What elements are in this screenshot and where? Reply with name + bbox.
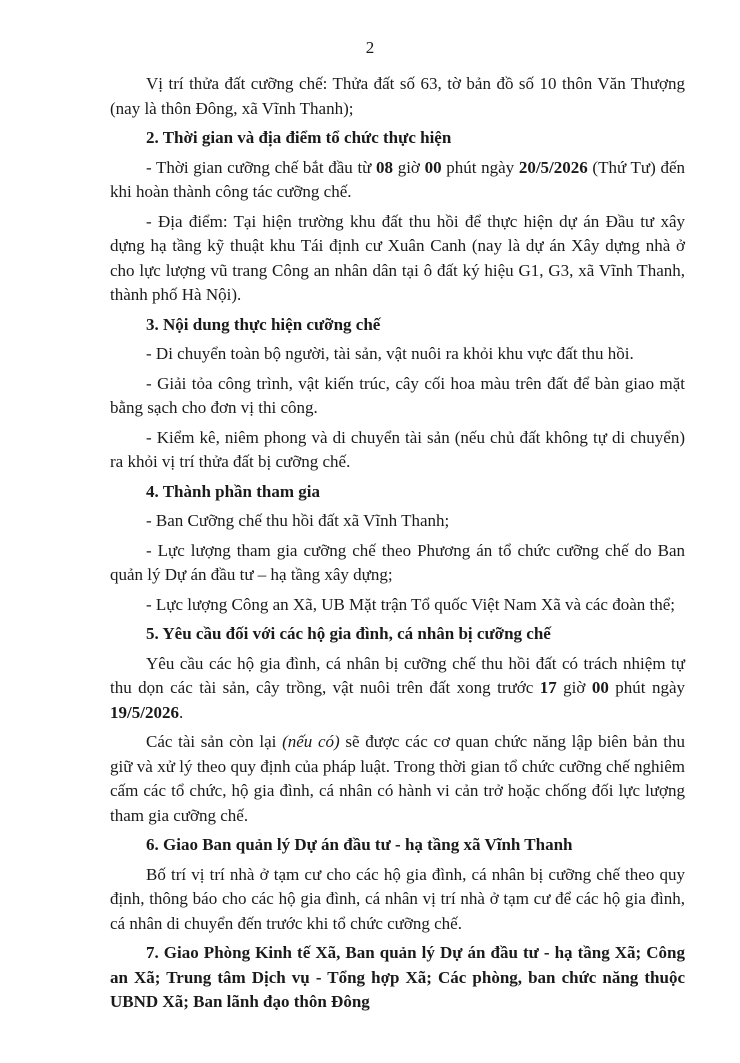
start-date: 20/5/2026 [518, 157, 588, 177]
text-run: phút ngày [608, 678, 686, 697]
text-run: (Thứ Tư) đến khi hoàn thành công tác cưỡng chế. [110, 157, 685, 201]
deadline-hour: 17 [539, 678, 557, 697]
deadline-date: 19/5/2026 [110, 702, 179, 722]
text-run: Yêu cầu các hộ gia đình, cá nhân bị cưỡng chế thu hồi đất có trách nhiệm tự thu dọn các tài sản, cây trồng, vật nuôi trên đất xong trước [110, 653, 685, 697]
section-2-heading: 2. Thời gian và địa điểm tổ chức thực hiện [146, 128, 452, 147]
document-body [110, 72, 685, 1020]
start-minute: 00 [424, 157, 442, 177]
section-7-heading: 7. Giao Phòng Kinh tế Xã, Ban quản lý Dự án đầu tư - hạ tầng Xã; Công an Xã; Trung tâm Dịch vụ - Tổng hợp Xã; Các phòng, ban chức năng thuộc UBND Xã; Ban lãnh đạo thôn Đông [110, 943, 685, 1011]
text-run: sẽ được các cơ quan chức năng lập biên bản thu giữ và xử lý theo quy định của pháp luật. Trong thời gian tổ chức cưỡng chế nghiêm cấm các tổ chức, hộ gia đình, cá nhân có hành vi cản trở hoặc chống đối lực lượng tham gia cưỡng chế. [110, 732, 685, 825]
remaining-assets-paragraph [110, 730, 685, 828]
page-number: 2 [365, 38, 375, 57]
deadline-minute: 00 [591, 678, 609, 697]
content-item-1: - Di chuyển toàn bộ người, tài sản, vật nuôi ra khỏi khu vực đất thu hồi. [146, 344, 634, 363]
if-any-note: (nếu có) [282, 732, 340, 751]
section-4-heading: 4. Thành phần tham gia [146, 481, 321, 501]
text-run: giờ [556, 678, 592, 697]
start-hour: 08 [376, 157, 394, 177]
participant-item-2: - Lực lượng tham gia cưỡng chế theo Phương án tổ chức cưỡng chế do Ban quản lý Dự án đầu tư – hạ tầng xây dựng; [110, 540, 685, 584]
enforcement-location-paragraph: - Địa điểm: Tại hiện trường khu đất thu hồi để thực hiện dự án Đầu tư xây dựng hạ tầng kỹ thuật khu Tái định cư Xuân Canh (nay là dự án Xây dựng nhà ở cho lực lượng vũ trang Công an nhân dân tại ô đất ký hiệu G1, G3, xã Vĩnh Thanh, thành phố Hà Nội). [110, 211, 685, 304]
section-6-heading: 6. Giao Ban quản lý Dự án đầu tư - hạ tầng xã Vĩnh Thanh [146, 835, 573, 854]
household-requirement-paragraph [110, 652, 685, 726]
temporary-housing-paragraph: Bố trí vị trí nhà ở tạm cư cho các hộ gia đình, cá nhân bị cưỡng chế theo quy định, thông báo cho các hộ gia đình, cá nhân vị trí nhà ở tạm cư để các hộ gia đình, cá nhân di chuyển đến trước khi tổ chức cưỡng chế. [110, 864, 685, 933]
section-3-heading: 3. Nội dung thực hiện cưỡng chế [146, 314, 381, 334]
content-item-2: - Giải tỏa công trình, vật kiến trúc, cây cối hoa màu trên đất để bàn giao mặt bằng sạch cho đơn vị thi công. [110, 373, 685, 417]
participant-item-1: - Ban Cưỡng chế thu hồi đất xã Vĩnh Thanh; [146, 511, 450, 530]
text-run: . [178, 702, 184, 722]
text-run: - Thời gian cưỡng chế bắt đầu từ [146, 157, 377, 177]
section-5-heading: 5. Yêu cầu đối với các hộ gia đình, cá nhân bị cưỡng chế [146, 624, 551, 643]
text-run: Các tài sản còn lại [146, 732, 283, 751]
text-run: phút ngày [441, 157, 519, 177]
text-run: giờ [393, 157, 425, 177]
enforcement-time-paragraph [110, 156, 685, 205]
content-item-3: - Kiểm kê, niêm phong và di chuyển tài sản (nếu chủ đất không tự di chuyển) ra khỏi vị trí thửa đất bị cưỡng chế. [110, 427, 685, 471]
participant-item-3: - Lực lượng Công an Xã, UB Mặt trận Tổ quốc Việt Nam Xã và các đoàn thể; [146, 594, 676, 614]
land-location-paragraph: Vị trí thửa đất cưỡng chế: Thửa đất số 63, tờ bản đồ số 10 thôn Văn Thượng (nay là thôn Đông, xã Vĩnh Thanh); [110, 74, 685, 118]
